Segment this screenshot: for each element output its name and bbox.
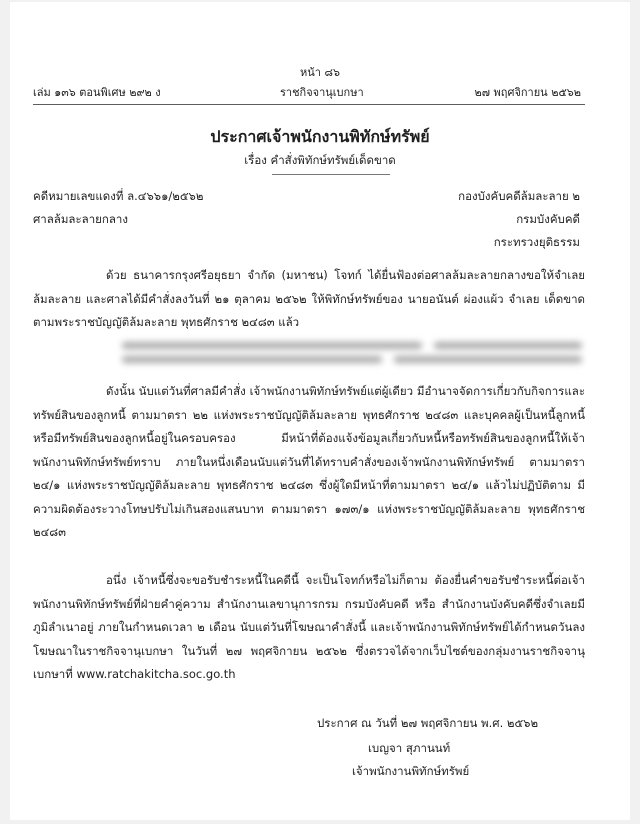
title-underline <box>272 174 390 175</box>
court-name: ศาลล้มละลายกลาง <box>33 212 128 226</box>
paragraph-authority: ดังนั้น นับแต่วันที่ศาลมีคำสั่ง เจ้าพนักงานพิทักษ์ทรัพย์แต่ผู้เดียว มีอำนาจจัดการเกี่ยวกับกิจการและทรัพย์สินของลูกหนี้ ตามมาตรา ๒๒ แห่งพระราชบัญญัติล้มละลาย พุทธศักราช ๒๔๘๓ และบุคคลผู้เป็นหนี้ลูกหนี้หรือมีทรัพย์สินของลูกหนี้อยู่ในครอบครอง มีหน้าที่ต้องแจ้งข้อมูลเกี่ยวกับหนี้หรือทรัพย์สินของลูกหนี้ให้เจ้าพนักงานพิทักษ์ทรัพย์ทราบ ภายในหนึ่งเดือนนับแต่วันที่ได้ทราบคำสั่งของเจ้าพนักงานพิทักษ์ทรัพย์ ตามมาตรา ๒๔/๑ แห่งพระราชบัญญัติล้มละลาย พุทธศักราช ๒๔๘๓ ซึ่งผู้ใดมีหน้าที่ตามมาตรา ๒๔/๑ แล้วไม่ปฏิบัติตาม มีความผิดต้องระวางโทษปรับไม่เกินสองแสนบาท ตามมาตรา ๑๗๓/๑ แห่งพระราชบัญญัติล้มละลาย พุทธศักราช ๒๔๘๓ <box>33 384 585 539</box>
header-divider <box>33 104 585 105</box>
gazette-name: ราชกิจจานุเบกษา <box>280 86 364 99</box>
announcement-date: ประกาศ ณ วันที่ ๒๗ พฤศจิกายน พ.ศ. ๒๕๖๒ <box>317 716 539 730</box>
redacted-text <box>122 339 582 367</box>
page-number: หน้า ๘๖ <box>300 66 340 79</box>
ministry-name: กระทรวงยุติธรรม <box>493 235 580 249</box>
paragraph-lawsuit: ด้วย ธนาคารกรุงศรีอยุธยา จำกัด (มหาชน) โจทก์ ได้ยื่นฟ้องต่อศาลล้มละลายกลางขอให้จำเลยล้มละลาย และศาลได้มีคำสั่งลงวันที่ ๒๑ ตุลาคม ๒๕๖๒ ให้พิทักษ์ทรัพย์ของ นายอนันต์ ผ่องแผ้ว จำเลย เด็ดขาด ตามพระราชบัญญัติล้มละลาย พุทธศักราช ๒๔๘๓ แล้ว <box>33 268 585 329</box>
signer-name: เบญจา สุภานนท์ <box>368 741 451 755</box>
gazette-page <box>10 2 630 820</box>
paragraph-claims: อนึ่ง เจ้าหนี้ซึ่งจะขอรับชำระหนี้ในคดีนี้ จะเป็นโจทก์หรือไม่ก็ตาม ต้องยื่นคำขอรับชำระหนี้ต่อเจ้าพนักงานพิทักษ์ทรัพย์ที่ฝ่ายคำคู่ความ สำนักงานเลขานุการกรม กรมบังคับคดี หรือ สำนักงานบังคับคดีซึ่งจำเลยมีภูมิลำเนาอยู่ ภายในกำหนดเวลา ๒ เดือน นับแต่วันที่โฆษณาคำสั่งนี้ และเจ้าพนักงานพิทักษ์ทรัพย์ได้กำหนดวันลงโฆษณาในราชกิจจานุเบกษา ในวันที่ ๒๗ พฤศจิกายน ๒๕๖๒ ซึ่งตรวจได้จากเว็บไซต์ของกลุ่มงานราชกิจจานุเบกษาที่ www.ratchakitcha.soc.go.th <box>33 573 585 681</box>
case-number: คดีหมายเลขแดงที่ ล.๔๖๖๑/๒๕๖๒ <box>33 189 204 203</box>
announcement-subject: เรื่อง คำสั่งพิทักษ์ทรัพย์เด็ดขาด <box>244 153 396 167</box>
announcement-title: ประกาศเจ้าพนักงานพิทักษ์ทรัพย์ <box>210 127 430 146</box>
signer-position: เจ้าพนักงานพิทักษ์ทรัพย์ <box>352 764 470 778</box>
department-name: กรมบังคับคดี <box>516 212 580 226</box>
gazette-volume-issue: เล่ม ๑๓๖ ตอนพิเศษ ๒๙๒ ง <box>33 86 161 99</box>
division-name: กองบังคับคดีล้มละลาย ๒ <box>458 189 580 203</box>
gazette-date: ๒๗ พฤศจิกายน ๒๕๖๒ <box>474 86 581 99</box>
